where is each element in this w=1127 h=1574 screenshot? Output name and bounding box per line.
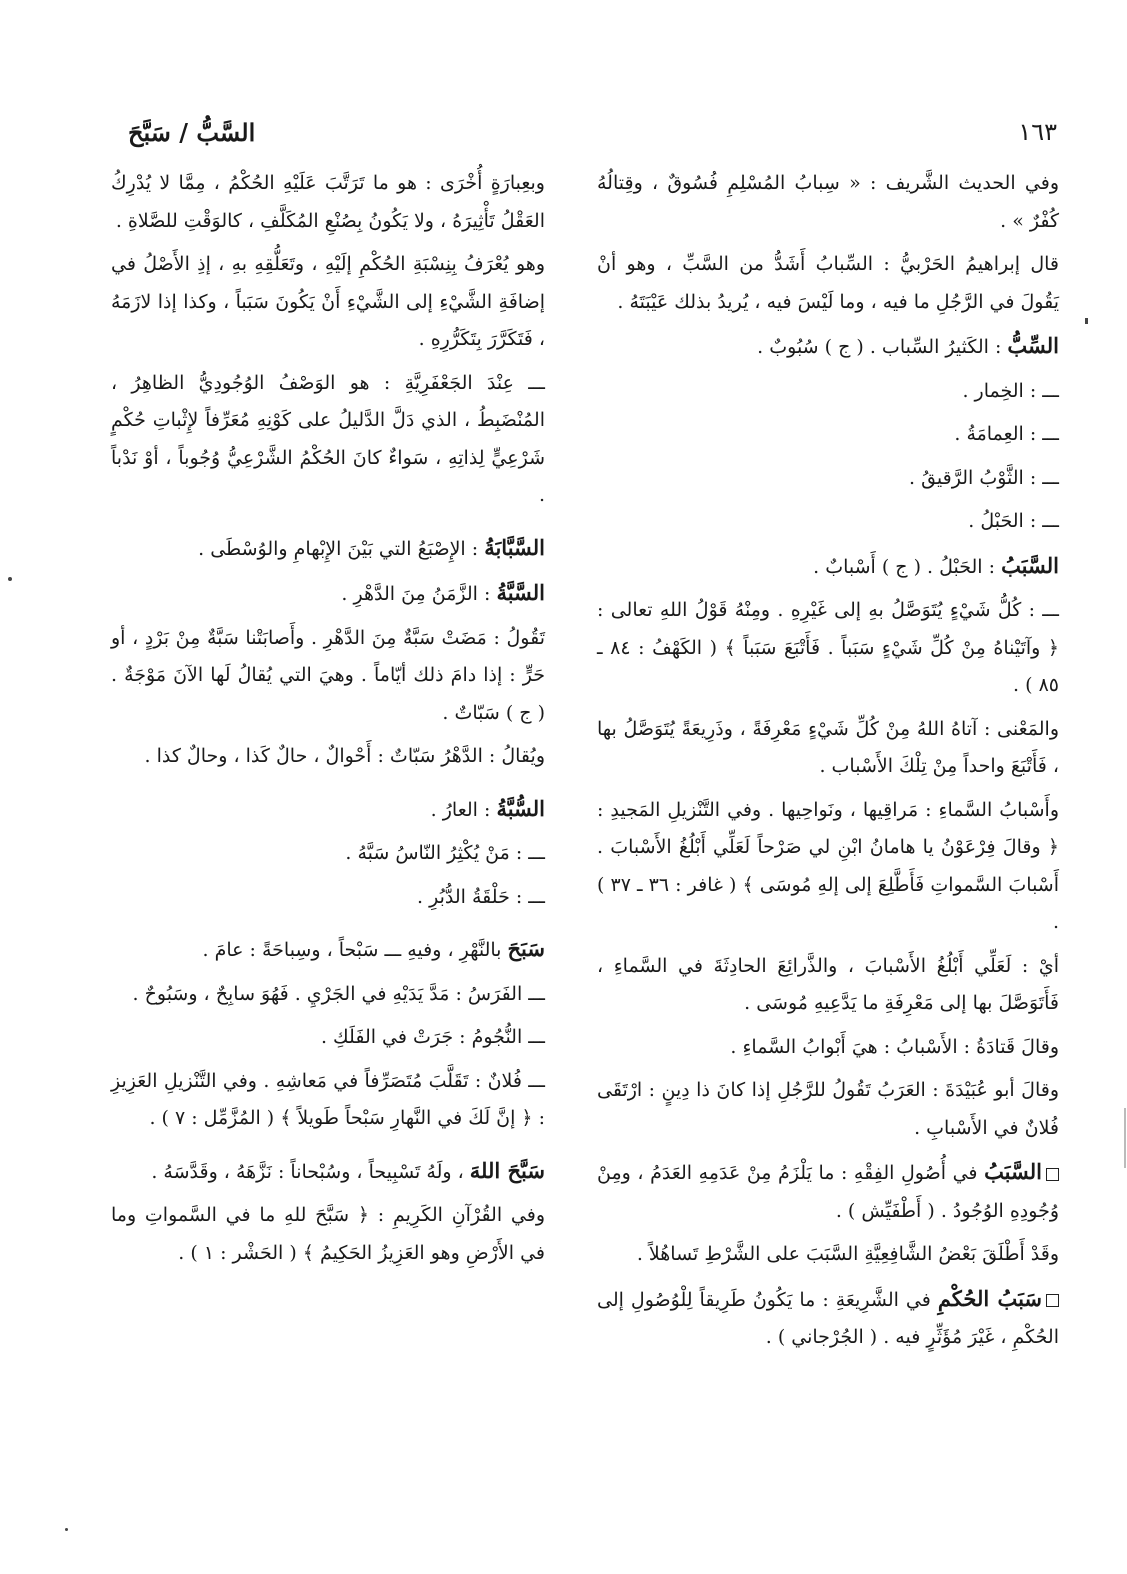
- headword: السَّبَّابَةُ: [484, 534, 545, 560]
- entry-text: والمَعْنى : آتاهُ اللهُ مِنْ كُلِّ شَيْءٍ مَعْرِفَةً ، وذَرِيعَةً يُتَوَصَّلُ بها ، فَأَتْبَعَ واحداً مِنْ تِلْكَ الأَسْباب .: [597, 717, 1059, 777]
- dictionary-entry: [111, 1019, 545, 1057]
- dictionary-entry: [111, 835, 545, 873]
- scan-edge-line: [1124, 1108, 1126, 1168]
- dictionary-entry: [597, 1072, 1059, 1147]
- dictionary-entry: [597, 246, 1059, 321]
- entry-text: ـــ عِنْدَ الجَعْفَرِيَّةِ : هو الوَصْفُ الوُجُودِيُّ الظاهِرُ ، المُنْضَبِطُ ، الذي دَلَّ الدَّليلُ على كَوْنِهِ مُعَرِّفاً لإِثْباتِ حُكْمٍ شَرْعِيٍّ لِذاتِهِ ، سَواءٌ كانَ الحُكْمُ الشَّرْعِيُّ وُجُوباً ، أوْ نَدْباً .: [111, 371, 545, 506]
- entry-text: ـــ : العِمامَةُ .: [954, 423, 1059, 445]
- entry-text: ـــ : الخِمار .: [962, 379, 1059, 402]
- dictionary-entry: [597, 460, 1059, 498]
- entry-text: وقَدْ أَطْلَقَ بَعْضُ الشَّافِعِيَّةِ السَّبَبَ على الشَّرْطِ تَساهُلاً .: [636, 1243, 1059, 1265]
- headword: السُّبَّةُ: [496, 795, 545, 821]
- dictionary-entry: [597, 1153, 1059, 1230]
- dictionary-entry: [111, 1063, 545, 1138]
- entry-text: ـــ فُلانٌ : تَقَلَّبَ مُتَصَرِّفاً في مَعاشِهِ . وفي التَّنْزيلِ العَزِيزِ : ﴿ إنَّ لَكَ في النَّهارِ سَبْحاً طَويلاً ﴾ ( المُزَّمِّل : ٧ ) .: [111, 1069, 545, 1129]
- entry-text: : الكَثيرُ السِّباب . ( ج ) سُبُوبٌ .: [757, 336, 1008, 358]
- scan-speck: [65, 1528, 68, 1531]
- dictionary-entry: [111, 1152, 545, 1192]
- entry-text: ـــ : الحَبْلُ .: [968, 510, 1059, 532]
- square-bullet-icon: [1046, 1294, 1059, 1307]
- dictionary-entry: [597, 416, 1059, 454]
- entry-text: وهو يُعْرَفُ بِنِسْبَةِ الحُكْمِ إلَيْهِ ، وتَعَلُّقِهِ بهِ ، إذِ الأَصْلُ في إضافَةِ الشَّيْءِ إلى الشَّيْءِ أَنْ يَكُونَ سَبَباً ، وكذا إذا لازَمَهُ ، فَتَكَرَّرَ بِتَكَرُّرِهِ .: [111, 253, 545, 350]
- dictionary-entry: [111, 738, 545, 776]
- dictionary-entry: [597, 547, 1059, 587]
- dictionary-entry: [597, 503, 1059, 541]
- entry-text: وقالَ قَتادَةُ : الأَسْبابُ : هيَ أَبْوابُ السَّماءِ .: [730, 1035, 1059, 1058]
- entry-text: ـــ النُّجُومُ : جَرَتْ في الفَلَكِ .: [320, 1026, 545, 1048]
- headword: سَبَّحَ اللهَ: [469, 1157, 545, 1183]
- entry-text: ـــ : الثَّوْبُ الرَّقيقُ .: [908, 466, 1059, 489]
- scan-speck: [1085, 318, 1088, 324]
- dictionary-entry: [597, 327, 1059, 367]
- dictionary-entry: [111, 165, 545, 240]
- entry-text: وأَسْبابُ السَّماءِ : مَراقِيها ، ونَواحِيها . وفي التَّنْزيلِ المَجيدِ : ﴿ وقالَ فِرْعَوْنُ يا هامانُ ابْنِ لي صَرْحاً لَعَلِّي أَبْلُغُ الأَسْبابَ . أَسْبابَ السَّمواتِ فَأَطَّلِعَ إلى إلهِ مُوسَى ﴾ ( غافر : ٣٦ ـ ٣٧ ) .: [597, 798, 1060, 933]
- entry-text: وفي الحديث الشَّريف : « سِبابُ المُسْلِمِ فُسُوقٌ ، وقِتالُهُ كُفْرٌ » .: [597, 172, 1059, 232]
- headword: السَّبَبُ: [984, 1159, 1042, 1184]
- dictionary-entry: [111, 529, 545, 569]
- dictionary-entry: [597, 1280, 1059, 1357]
- dictionary-entry: [597, 592, 1059, 705]
- dictionary-entry: [597, 373, 1059, 411]
- dictionary-entry: [111, 930, 545, 970]
- entry-text: تَقُولُ : مَضَتْ سَبَّةٌ مِنَ الدَّهْرِ . وأَصابَتْنا سَبَّةٌ مِنْ بَرْدٍ ، أو حَرٍّ : إذا دامَ ذلك أيّاماً . وهيَ التي يُقالُ لَها الآنَ مَوْجَةٌ . ( ج ) سَبّاتٌ .: [111, 626, 545, 724]
- entry-text: في الشَّرِيعَةِ : ما يَكُونُ طَرِيقاً لِلْوُصُولِ إلى الحُكْمِ ، غَيْرَ مُؤَثِّرٍ فيه . ( الجُرْجاني ) .: [597, 1288, 1059, 1348]
- dictionary-entry: [111, 574, 545, 614]
- entry-text: ، ولَهُ تَسْبِيحاً ، وسُبْحاناً : نَزَّهَهُ ، وقَدَّسَهُ .: [151, 1160, 470, 1183]
- dictionary-entry: [111, 1197, 545, 1272]
- headword: سَبَبُ الحُكْمِ: [937, 1285, 1042, 1311]
- entry-text: ـــ الفَرَسُ : مَدَّ يَدَيْهِ في الجَرْيِ . فَهُوَ سابِحٌ ، وسَبُوحٌ .: [132, 982, 545, 1005]
- entry-text: : الإِصْبَعُ التي بَيْنَ الإِبْهامِ والوُسْطَى .: [198, 537, 485, 560]
- entry-text: قال إبراهيمُ الحَرْبيُّ : السِّبابُ أَشَدُّ من السَّبِّ ، وهو أنْ يَقُولَ في الرَّجُلِ ما فيه ، وما لَيْسَ فيه ، يُريدُ بذلك عَيْبَتَهُ .: [597, 253, 1059, 313]
- dictionary-entry: [597, 165, 1059, 240]
- entry-text: ـــ : حَلْقَةُ الدُّبُرِ .: [417, 885, 545, 908]
- dictionary-entry: [111, 246, 545, 359]
- left-column: [111, 165, 545, 1278]
- dictionary-entry: [597, 792, 1059, 942]
- entry-text: وفي القُرْآنِ الكَرِيمِ : ﴿ سَبَّحَ للهِ ما في السَّمواتِ وما في الأَرْضِ وهو العَزِيزُ الحَكِيمُ ﴾ ( الحَشْر : ١ ) .: [111, 1204, 545, 1264]
- entry-text: وبعِبارَةٍ أُخْرَى : هو ما تَرَتَّبَ عَلَيْهِ الحُكْمُ ، مِمَّا لا يُدْرِكُ العَقْلُ تَأْثِيرَهُ ، ولا يَكُونُ بِصُنْعِ المُكَلَّفِ ، كالوَقْتِ للصَّلاةِ .: [111, 172, 545, 232]
- entry-text: ـــ : كُلُّ شَيْءٍ يُتَوَصَّلُ بهِ إلى غَيْرِهِ . ومِنْهُ قَوْلُ اللهِ تعالى : ﴿ وآتَيْناهُ مِنْ كُلِّ شَيْءٍ سَبَباً . فَأَتْبَعَ سَبَباً ﴾ ( الكَهْفُ : ٨٤ ـ ٨٥ ) .: [597, 599, 1060, 696]
- dictionary-entry: [111, 620, 545, 733]
- dictionary-entry: [111, 365, 545, 515]
- entry-text: بالنَّهْرِ ، وفيهِ ـــ سَبْحاً ، وسِباحَةً : عامَ .: [202, 939, 508, 961]
- entry-text: في أُصُولِ الفِقْهِ : ما يَلْزَمُ مِنْ عَدَمِهِ العَدَمُ ، ومِنْ وُجُودِهِ الوُجُودُ . ( أَطْفَيِّش ) .: [597, 1162, 1059, 1222]
- headword: السِّبُّ: [1007, 333, 1059, 358]
- entry-text: : الزَّمَنُ مِنَ الدَّهْرِ .: [341, 583, 497, 605]
- entry-text: ويُقالُ : الدَّهْرُ سَبّاتٌ : أَحْوالٌ ، حالٌ كَذا ، وحالٌ كذا .: [144, 745, 545, 767]
- page-number: ١٦٣: [1018, 118, 1057, 146]
- dictionary-entry: [111, 879, 545, 917]
- entry-text: : الحَبْلُ . ( ج ) أَسْبابٌ .: [813, 555, 1002, 578]
- dictionary-entry: [597, 1029, 1059, 1067]
- headword: السَّبَّةُ: [496, 580, 545, 605]
- entry-text: وقالَ أبو عُبَيْدَةَ : العَرَبُ تَقُولُ للرَّجُلِ إذا كانَ ذا دِينٍ : ارْتَقَى فُلانٌ في الأَسْبابِ .: [597, 1079, 1059, 1139]
- dictionary-entry: [597, 948, 1059, 1023]
- dictionary-entry: [597, 1236, 1059, 1274]
- entry-text: أيْ : لَعَلِّي أَبْلُغُ الأَسْبابَ ، والذَّرائِعَ الحادِثَةَ في السَّماءِ ، فَأَتَوَصَّلَ بها إلى مَعْرِفَةِ ما يَدَّعِيهِ مُوسَى .: [597, 954, 1059, 1014]
- dictionary-entry: [111, 790, 545, 830]
- entry-text: : العارُ .: [430, 798, 497, 821]
- headword: السَّبَبُ: [1001, 552, 1059, 578]
- scan-speck: [8, 577, 12, 581]
- running-head: السَّبُّ / سَبَّحَ: [128, 118, 256, 147]
- right-column: [597, 165, 1059, 1363]
- square-bullet-icon: [1046, 1168, 1059, 1181]
- dictionary-entry: [597, 711, 1059, 786]
- dictionary-entry: [111, 976, 545, 1014]
- entry-text: ـــ : مَنْ يُكْثِرُ النّاسُ سَبَّهُ .: [345, 842, 545, 864]
- headword: سَبَحَ: [507, 936, 545, 961]
- page-header: [128, 118, 1057, 158]
